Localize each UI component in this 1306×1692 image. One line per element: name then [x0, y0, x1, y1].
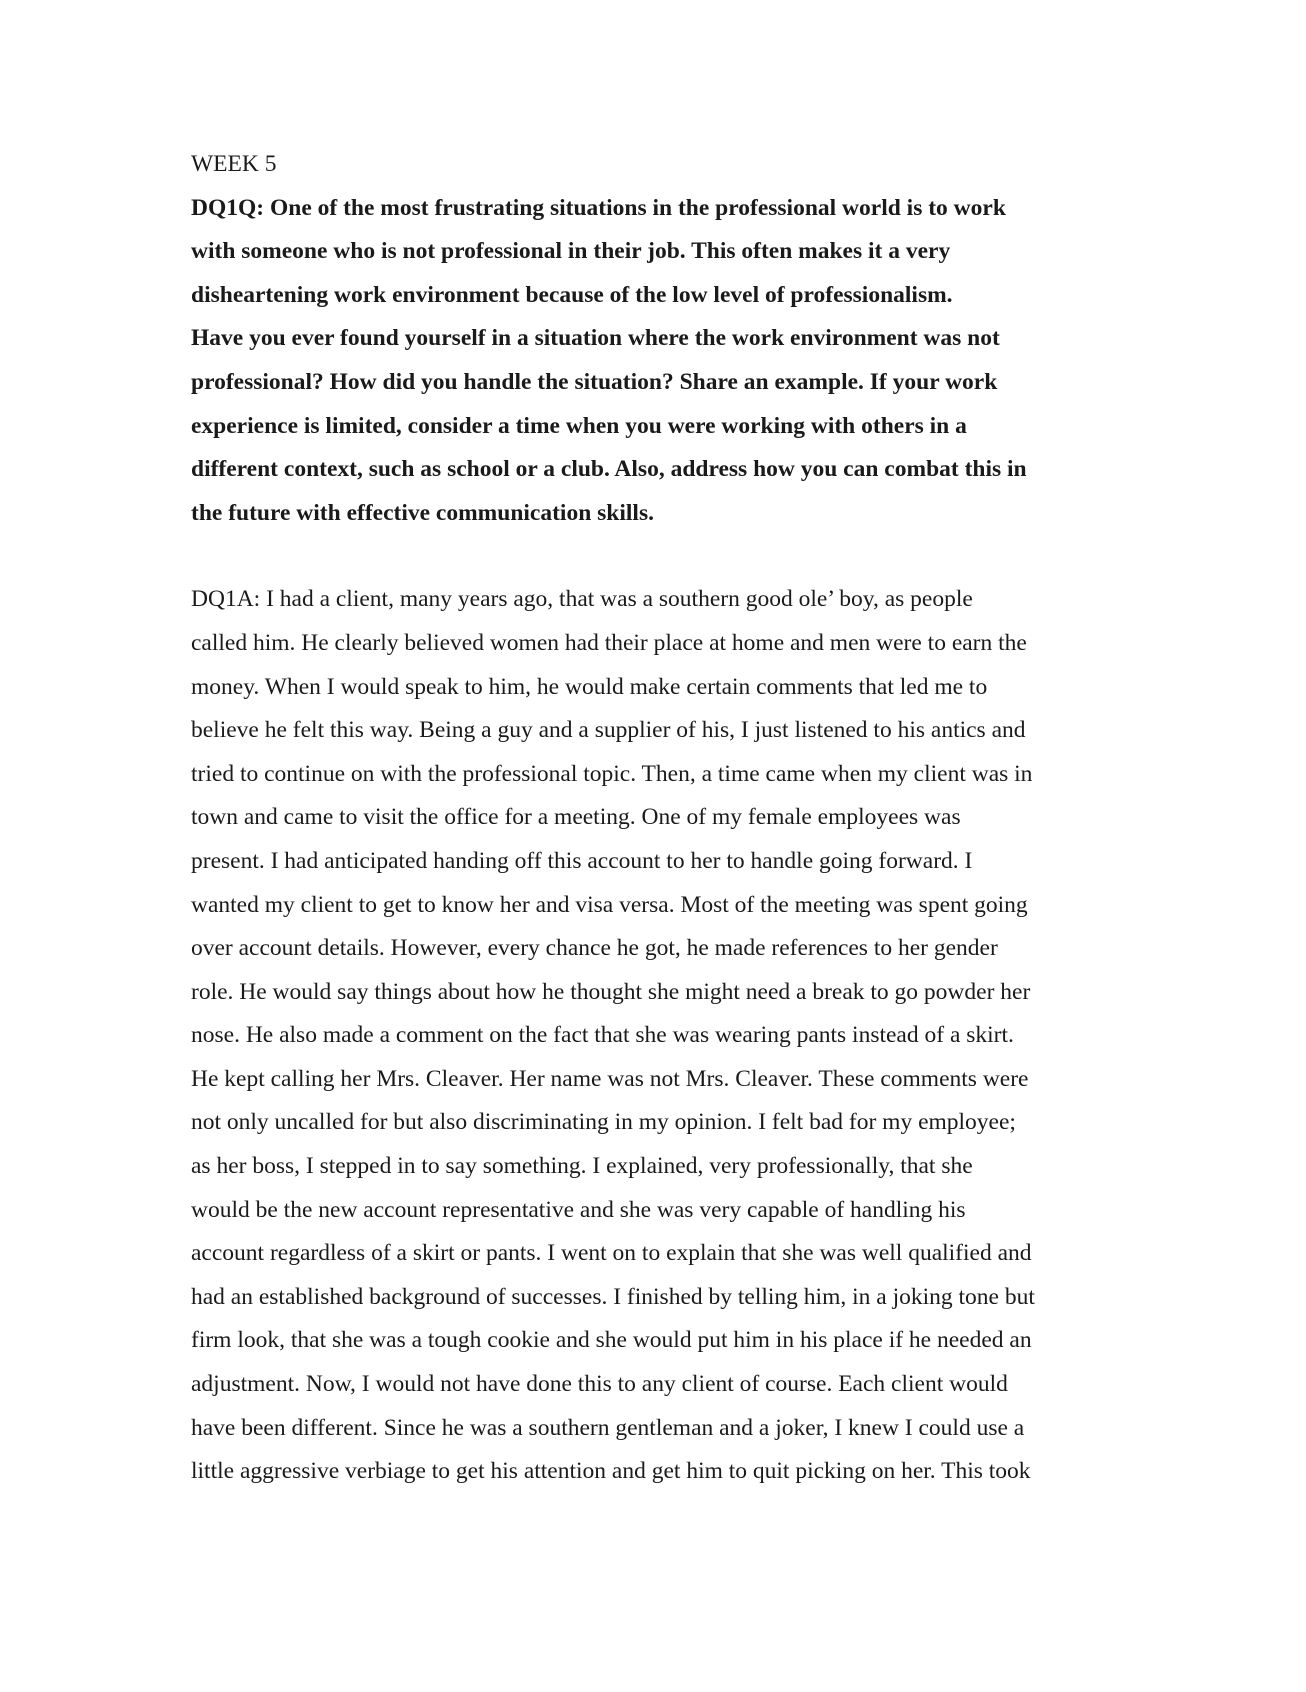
answer-line: town and came to visit the office for a meeting. One of my female employees was	[191, 804, 961, 831]
discussion-question	[191, 187, 1111, 536]
question-line: with someone who is not professional in their job. This often makes it a very	[191, 238, 951, 265]
week-heading: WEEK 5	[191, 151, 277, 177]
answer-line: DQ1A: I had a client, many years ago, that was a southern good ole’ boy, as people	[191, 586, 973, 613]
answer-line: little aggressive verbiage to get his attention and get him to quit picking on her. This took	[191, 1458, 1031, 1485]
question-line: professional? How did you handle the situation? Share an example. If your work	[191, 368, 998, 395]
answer-line: present. I had anticipated handing off this account to her to handle going forward. I	[191, 847, 973, 874]
document-page	[191, 143, 1111, 1494]
question-line: experience is limited, consider a time when you were working with others in a	[191, 412, 967, 439]
answer-line: account regardless of a skirt or pants. I went on to explain that she was well qualified and	[191, 1240, 1032, 1267]
answer-line: role. He would say things about how he thought she might need a break to go powder her	[191, 978, 1031, 1005]
discussion-answer	[191, 578, 1111, 1493]
question-line: Have you ever found yourself in a situation where the work environment was not	[191, 325, 1000, 352]
question-line: different context, such as school or a club. Also, address how you can combat this in	[191, 456, 1027, 483]
answer-line: have been different. Since he was a southern gentleman and a joker, I knew I could use a	[191, 1414, 1025, 1441]
answer-line: would be the new account representative and she was very capable of handling his	[191, 1196, 966, 1223]
answer-line: He kept calling her Mrs. Cleaver. Her name was not Mrs. Cleaver. These comments were	[191, 1065, 1029, 1092]
answer-line: firm look, that she was a tough cookie and she would put him in his place if he needed an	[191, 1327, 1032, 1354]
answer-line: nose. He also made a comment on the fact that she was wearing pants instead of a skirt.	[191, 1022, 1014, 1049]
question-line: the future with effective communication skills.	[191, 499, 654, 526]
answer-line: believe he felt this way. Being a guy and a supplier of his, I just listened to his antics and	[191, 717, 1026, 744]
answer-line: money. When I would speak to him, he would make certain comments that led me to	[191, 673, 988, 700]
question-line: disheartening work environment because of the low level of professionalism.	[191, 281, 953, 308]
answer-line: called him. He clearly believed women had their place at home and men were to earn the	[191, 629, 1027, 656]
answer-line: over account details. However, every chance he got, he made references to her gender	[191, 935, 998, 962]
answer-line: not only uncalled for but also discriminating in my opinion. I felt bad for my employee;	[191, 1109, 1016, 1136]
answer-line: had an established background of successes. I finished by telling him, in a joking tone but	[191, 1283, 1035, 1310]
answer-line: tried to continue on with the professional topic. Then, a time came when my client was in	[191, 760, 1033, 787]
question-line: DQ1Q: One of the most frustrating situations in the professional world is to work	[191, 194, 1006, 221]
answer-line: as her boss, I stepped in to say something. I explained, very professionally, that she	[191, 1153, 973, 1180]
answer-line: adjustment. Now, I would not have done this to any client of course. Each client would	[191, 1371, 1008, 1398]
answer-line: wanted my client to get to know her and visa versa. Most of the meeting was spent going	[191, 891, 1028, 918]
